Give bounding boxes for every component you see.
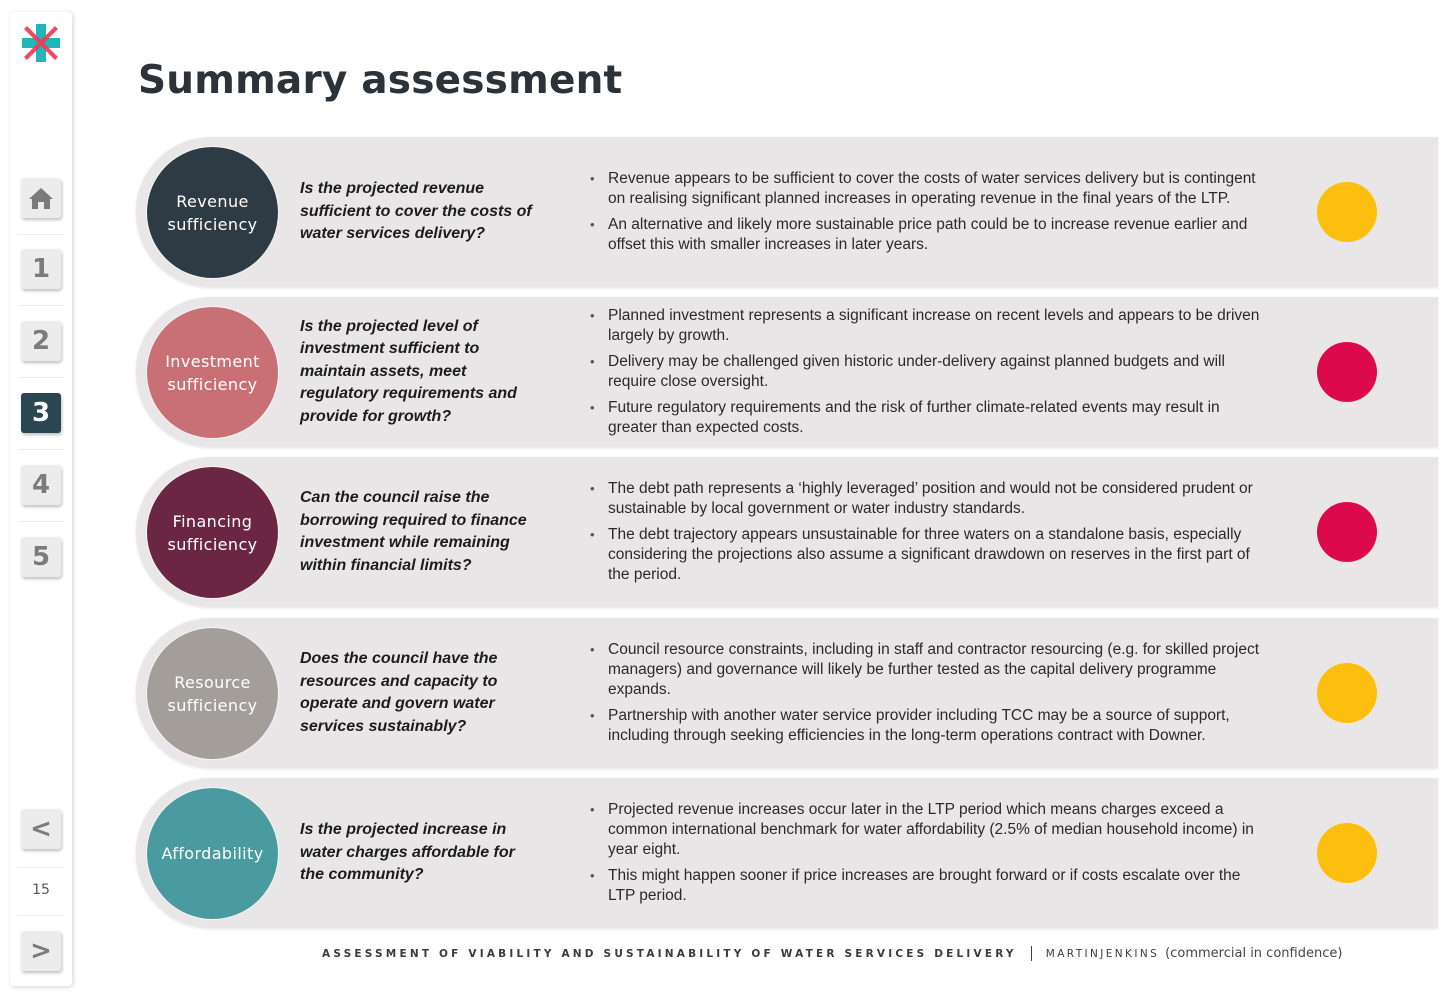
section-5-button[interactable]: 5 — [21, 537, 61, 577]
findings-list — [588, 778, 1268, 928]
category-circle: Affordability — [147, 788, 278, 919]
page-title: Summary assessment — [138, 58, 623, 103]
assessment-question: Is the projected level of investment sufficient to maintain assets, meet regulatory requirements and provide for growth? — [300, 317, 517, 425]
section-4-button[interactable]: 4 — [21, 465, 61, 505]
footer-confidentiality: (commercial in confidence) — [1165, 946, 1343, 961]
next-page-button[interactable]: > — [21, 931, 61, 971]
findings-list — [588, 457, 1268, 607]
category-circle: Revenue sufficiency — [147, 147, 278, 278]
findings-list — [588, 137, 1268, 287]
finding-item: • Planned investment represents a significant increase on recent levels and appears to be driven largely by growth. — [588, 306, 1268, 346]
status-indicator — [1317, 342, 1377, 402]
category-circle: Resource sufficiency — [147, 628, 278, 759]
section-1-button[interactable]: 1 — [21, 249, 61, 289]
assessment-row-revenue — [136, 137, 1438, 287]
finding-item: • The debt path represents a ‘highly leveraged’ position and would not be considered prudent or sustainable by local government or water industry standards. — [588, 479, 1268, 519]
category-circle: Financing sufficiency — [147, 467, 278, 598]
finding-item: • This might happen sooner if price increases are brought forward or if costs escalate over the LTP period. — [588, 866, 1268, 906]
footer — [322, 946, 1342, 961]
finding-item: • Revenue appears to be sufficient to cover the costs of water services delivery but is contingent on realising significant planned increases in operating revenue in the final years of the LTP. — [588, 169, 1268, 209]
page-number: 15 — [32, 882, 50, 898]
status-indicator — [1317, 663, 1377, 723]
category-circle: Investment sufficiency — [147, 307, 278, 438]
status-indicator — [1317, 182, 1377, 242]
finding-item: • An alternative and likely more sustainable price path could be to increase revenue earlier and offset this with smaller increases in later years. — [588, 215, 1268, 255]
assessment-row-resource — [136, 618, 1438, 768]
assessment-question: Does the council have the resources and capacity to operate and govern water services sustainably? — [300, 650, 498, 735]
finding-item: • Projected revenue increases occur later in the LTP period which means charges exceed a common international benchmark for water affordability (2.5% of median household income) in year eight. — [588, 800, 1268, 860]
footer-document-title: ASSESSMENT OF VIABILITY AND SUSTAINABILITY OF WATER SERVICES DELIVERY — [322, 948, 1017, 960]
finding-item: • Delivery may be challenged given historic under-delivery against planned budgets and will require close oversight. — [588, 352, 1268, 392]
assessment-row-affordability — [136, 778, 1438, 928]
footer-divider — [1031, 946, 1032, 961]
section-2-button[interactable]: 2 — [21, 321, 61, 361]
assessment-question: Can the council raise the borrowing required to finance investment while remaining within financial limits? — [300, 489, 527, 574]
footer-brand: MARTINJENKINS — [1045, 948, 1160, 960]
assessment-question: Is the projected increase in water charges affordable for the community? — [300, 821, 515, 884]
assessment-row-financing — [136, 457, 1438, 607]
home-button[interactable] — [21, 178, 61, 218]
findings-list — [588, 618, 1268, 768]
finding-item: • The debt trajectory appears unsustainable for three waters on a standalone basis, especially considering the projections also assume a significant drawdown on reserves in the first part of the period. — [588, 525, 1268, 585]
finding-item: • Future regulatory requirements and the risk of further climate-related events may result in greater than expected costs. — [588, 398, 1268, 438]
status-indicator — [1317, 823, 1377, 883]
status-indicator — [1317, 502, 1377, 562]
sidebar — [10, 12, 72, 986]
assessment-question: Is the projected revenue sufficient to cover the costs of water services delivery? — [300, 180, 532, 243]
assessment-row-investment — [136, 297, 1438, 447]
finding-item: • Partnership with another water service provider including TCC may be a source of support, including through seeking efficiencies in the long-term operations contract with Downer. — [588, 706, 1268, 746]
section-3-button[interactable]: 3 — [21, 393, 61, 433]
prev-page-button[interactable]: < — [21, 809, 61, 849]
findings-list — [588, 297, 1268, 447]
logo-icon — [20, 22, 62, 64]
home-icon — [28, 186, 54, 210]
finding-item: • Council resource constraints, including in staff and contractor resourcing (e.g. for skilled project managers) and governance will likely be further tested as the capital delivery programme expands. — [588, 640, 1268, 700]
